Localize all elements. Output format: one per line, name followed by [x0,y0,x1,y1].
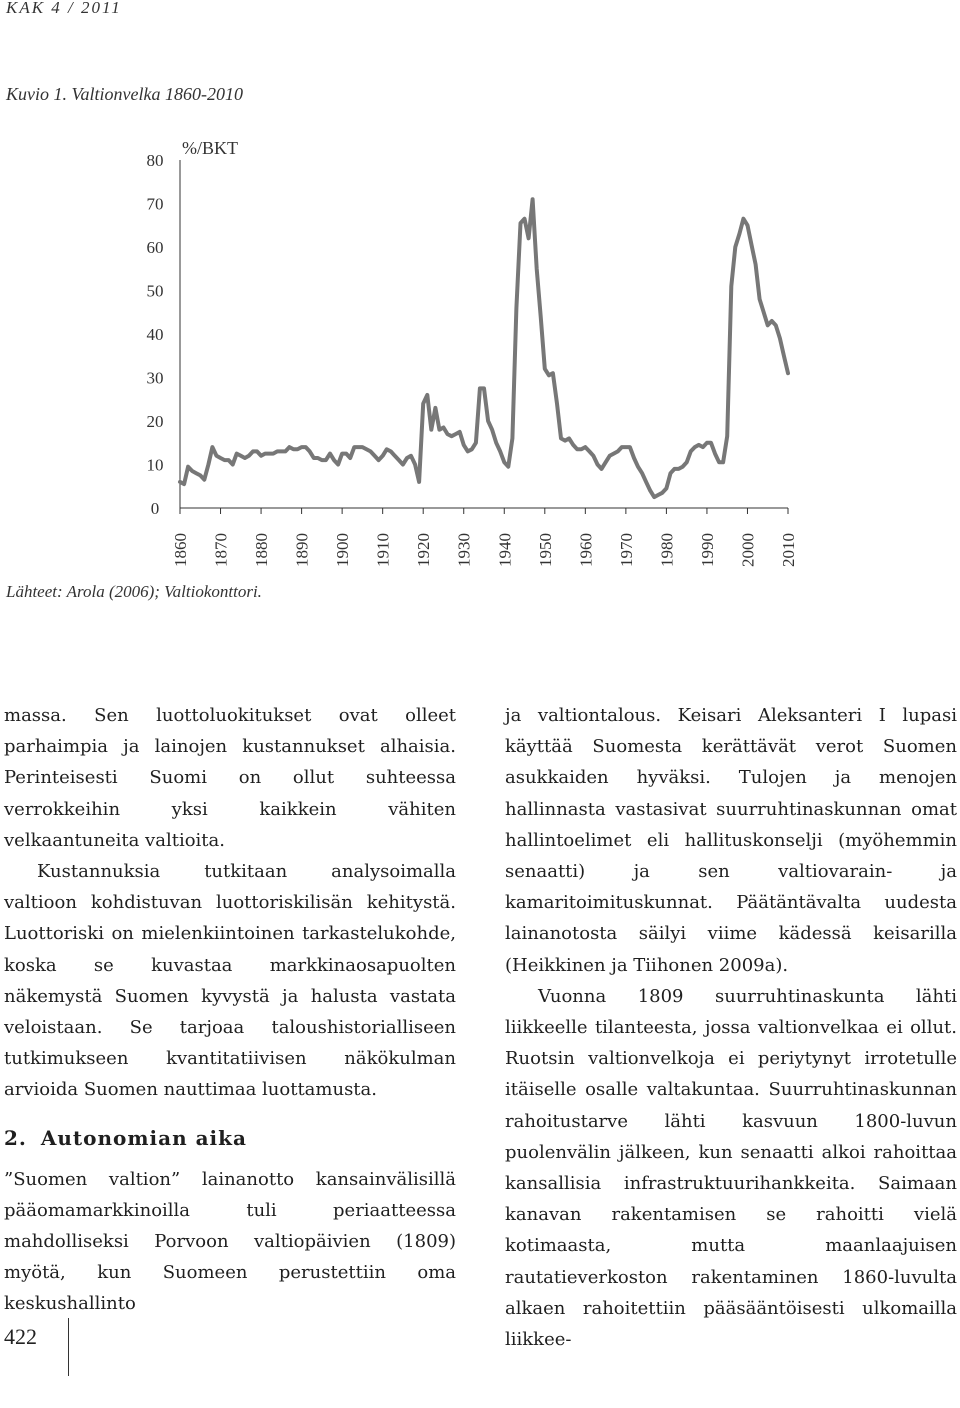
y-tick-label: 0 [150,499,160,518]
x-tick-label: 1980 [657,533,677,567]
y-tick-label: 30 [146,368,164,388]
figure-source: Lähteet: Arola (2006); Valtiokonttori. [6,582,262,601]
left-paragraph-2: Kustannuksia tutkitaan analysoimalla valtioon kohdistuvan luottoriskilisän kehitystä. Luottoriski on mielenkiintoinen tarkastelukohde, koska se kuvastaa markkinaosapuolten näkemystä Suomen kyvystä ja halusta vastata veloistaan. Se tarjoaa taloushistorialliseen tutkimukseen kvantitatiivisen näkökulman arvioida Suomen nauttimaa luottamusta. [4,861,456,1101]
right-paragraph-1: ja valtiontalous. Keisari Aleksanteri I lupasi käyttää Suomesta kerättävät verot Suomen asukkaiden hyväksi. Tulojen ja menojen hallinnasta vastasivat suurruhtinaskunnan omat hallintoelimet eli hallituskonselji (myöhemmin senaatti) ja sen valtiovarain- ja kamaritoimituskunnat. Päätäntävalta uudesta lainanotosta säilyi viime kädessä keisarilla (Heikkinen ja Tiihonen 2009a). [505,705,957,976]
x-tick-label: 2000 [738,533,758,567]
section-number: 2. [4,1125,27,1150]
series-group [180,199,788,497]
page-number-rule [68,1318,69,1376]
x-tick-label: 1950 [535,533,555,567]
y-tick-label: 50 [146,281,164,301]
debt-chart [0,120,800,580]
x-tick-label: 1990 [697,533,717,567]
right-column [505,700,957,1355]
y-tick-label: 60 [146,238,164,257]
y-tick-label: 10 [146,455,164,475]
running-head: KAK 4 / 2011 [6,0,122,17]
series-line [180,199,788,497]
left-column [4,700,456,1320]
x-tick-label: 1930 [454,533,474,567]
page-number: 422 [4,1324,37,1349]
x-tick-label: 1960 [576,533,596,567]
y-axis [147,151,181,518]
x-tick-label: 1900 [333,533,353,567]
x-axis [171,508,798,567]
x-tick-label: 2010 [779,533,798,567]
x-tick-label: 1920 [414,533,434,567]
y-axis-label: %/BKT [182,138,238,158]
y-tick-label: 40 [146,325,164,344]
x-tick-label: 1870 [211,533,231,567]
y-tick-label: 20 [146,412,164,431]
x-tick-label: 1880 [252,533,272,567]
x-tick-label: 1910 [373,533,393,567]
section-heading [4,1124,456,1152]
y-tick-label: 80 [146,151,164,170]
x-tick-label: 1890 [292,533,312,567]
figure-caption: Kuvio 1. Valtionvelka 1860-2010 [6,84,243,104]
left-paragraph-3: ”Suomen valtion” lainanotto kansainvälisillä pääomamarkkinoilla tuli periaatteessa mahdolliseksi Porvoon valtiopäivien (1809) myötä, kun Suomeen perustettiin oma keskushallinto [4,1168,456,1315]
x-tick-label: 1970 [616,533,636,567]
x-tick-label: 1940 [495,533,515,567]
y-tick-label: 70 [146,194,164,214]
x-tick-label: 1860 [171,533,190,567]
section-title: Autonomian aika [40,1125,247,1150]
left-paragraph-1: massa. Sen luottoluokitukset ovat olleet parhaimpia ja lainojen kustannukset alhaisia. Perinteisesti Suomi on ollut suhteessa verrokkeihin yksi kaikkein vähiten velkaantuneita valtioita. [4,705,456,851]
right-paragraph-2: Vuonna 1809 suurruhtinaskunta lähti liikkeelle tilanteesta, jossa valtionvelkaa ei ollut. Ruotsin valtionvelkoja ei periytynyt irrotetulle itäiselle osalle valtakuntaa. Suurruhtinaskunnan rahoitustarve lähti kasvuun 1800-luvun puolenvälin jälkeen, kun senaatti alkoi rahoittaa kansallisia infrastruktuurihankkeita. Saimaan kanavan rakentamisen se rahoitti vielä kotimaasta, mutta maanlaajuisen rautatieverkoston rakentaminen 1860-luvulta alkaen rahoitettiin pääsääntöisesti ulkomailla liikkee- [505,985,957,1351]
